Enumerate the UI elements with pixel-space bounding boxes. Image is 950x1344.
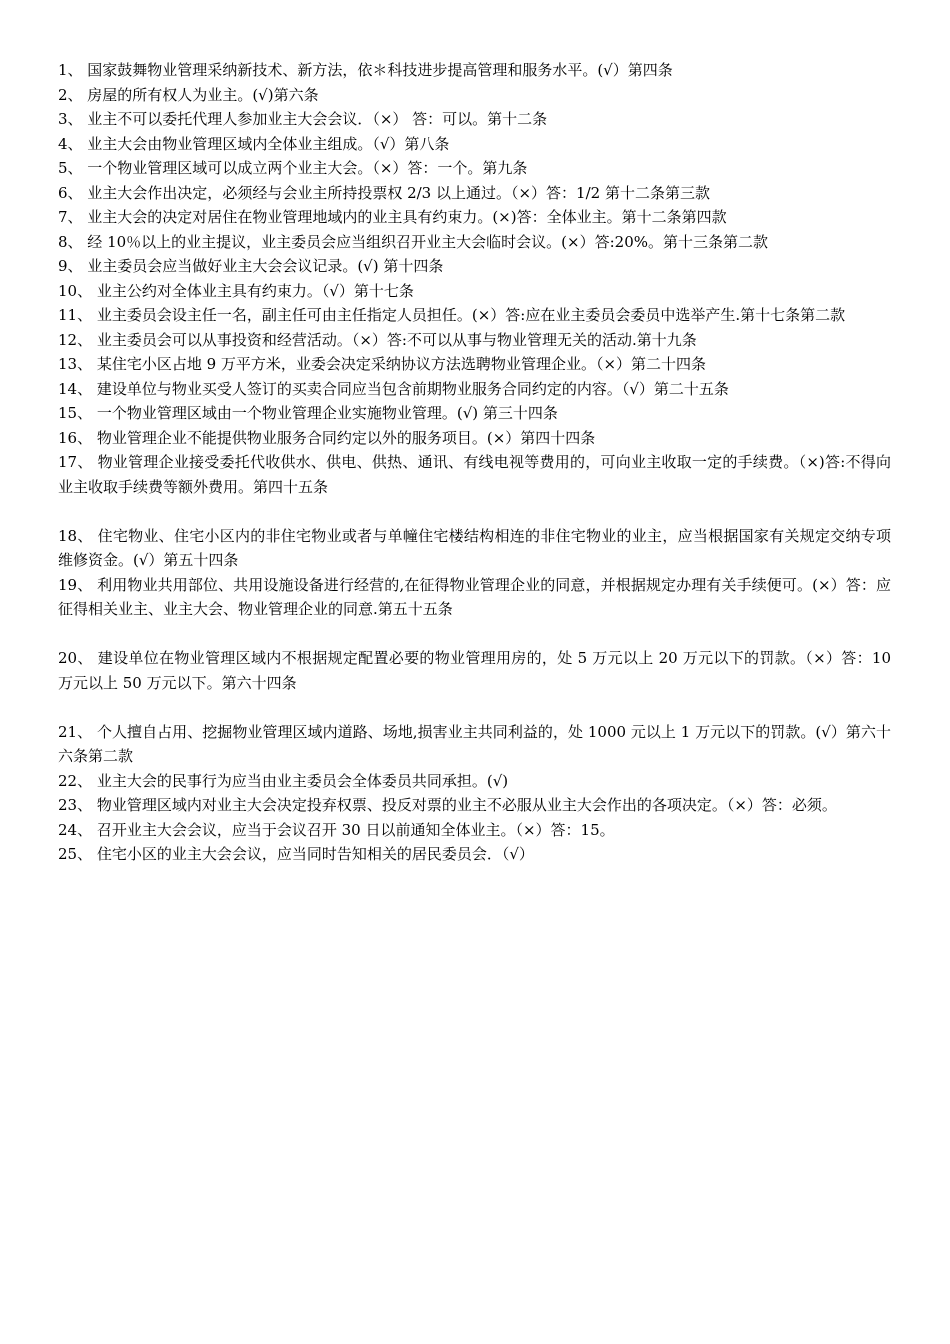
list-item: 16、 物业管理企业不能提供物业服务合同约定以外的服务项目。(×）第四十四条 <box>58 428 596 447</box>
list-item: 1、 国家鼓舞物业管理采纳新技术、新方法，依＊科技进步提高管理和服务水平。(√）第四条 <box>58 61 673 79</box>
list-item: 12、 业主委员会可以从事投资和经营活动。（×）答:不可以从事与物业管理无关的活动.第十九条 <box>58 330 697 349</box>
list-item: 10、 业主公约对全体业主具有约束力。（√）第十七条 <box>58 281 414 300</box>
list-item: 21、 个人擅自占用、挖掘物业管理区域内道路、场地,损害业主共同利益的，处 1000 元以上 1 万元以下的罚款。(√）第六十六条第二款 <box>58 722 891 765</box>
list-item: 15、 一个物业管理区域由一个物业管理企业实施物业管理。(√) 第三十四条 <box>58 404 558 422</box>
list-item: 3、 业主不可以委托代理人参加业主大会会议．（×） 答：可以。第十二条 <box>58 110 548 128</box>
list-item: 18、 住宅物业、住宅小区内的非住宅物业或者与单幢住宅楼结构相连的非住宅物业的业主，应当根据国家有关规定交纳专项维修资金。(√）第五十四条 <box>58 526 891 569</box>
list-item: 25、 住宅小区的业主大会会议，应当同时告知相关的居民委员会．（√） <box>58 845 534 863</box>
list-item: 22、 业主大会的民事行为应当由业主委员会全体委员共同承担。(√) <box>58 771 509 790</box>
list-item: 24、 召开业主大会会议，应当于会议召开 30 日以前通知全体业主。（×）答：15。 <box>58 820 615 839</box>
list-item: 6、 业主大会作出决定，必须经与会业主所持投票权 2/3 以上通过。（×）答：1/2 第十二条第三款 <box>58 183 710 202</box>
list-item: 19、 利用物业共用部位、共用设施设备进行经营的,在征得物业管理企业的同意，并根据规定办理有关手续便可。(×）答：应征得相关业主、业主大会、物业管理企业的同意.第五十五条 <box>58 575 891 618</box>
list-item: 8、 经 10％以上的业主提议，业主委员会应当组织召开业主大会临时会议。(×）答:20%。第十三条第二款 <box>58 232 768 251</box>
list-item: 7、 业主大会的决定对居住在物业管理地域内的业主具有约束力。(×)答：全体业主。第十二条第四款 <box>58 208 727 226</box>
list-item: 2、 房屋的所有权人为业主。(√)第六条 <box>58 85 319 104</box>
list-item: 23、 物业管理区域内对业主大会决定投弃权票、投反对票的业主不必服从业主大会作出的各项决定。（×）答：必须。 <box>58 796 837 814</box>
list-item: 13、 某住宅小区占地 9 万平方米，业委会决定采纳协议方法选聘物业管理企业。（×）第二十四条 <box>58 355 707 373</box>
list-item: 5、 一个物业管理区域可以成立两个业主大会。（×）答：一个。第九条 <box>58 159 528 177</box>
list-item: 14、 建设单位与物业买受人签订的买卖合同应当包含前期物业服务合同约定的内容。（√）第二十五条 <box>58 379 729 398</box>
list-item: 17、 物业管理企业接受委托代收供水、供电、供热、通讯、有线电视等费用的，可向业主收取一定的手续费。（×)答:不得向业主收取手续费等额外费用。第四十五条 <box>58 453 891 496</box>
list-item: 11、 业主委员会设主任一名，副主任可由主任指定人员担任。(×）答:应在业主委员会委员中选举产生.第十七条第二款 <box>58 306 846 324</box>
document-body <box>58 58 891 867</box>
list-item: 9、 业主委员会应当做好业主大会会议记录。(√) 第十四条 <box>58 257 444 275</box>
list-item: 4、 业主大会由物业管理区域内全体业主组成。（√）第八条 <box>58 134 450 153</box>
list-item: 20、 建设单位在物业管理区域内不根据规定配置必要的物业管理用房的，处 5 万元以上 20 万元以下的罚款。（×）答：10 万元以上 50 万元以下。第六十四条 <box>58 649 891 692</box>
